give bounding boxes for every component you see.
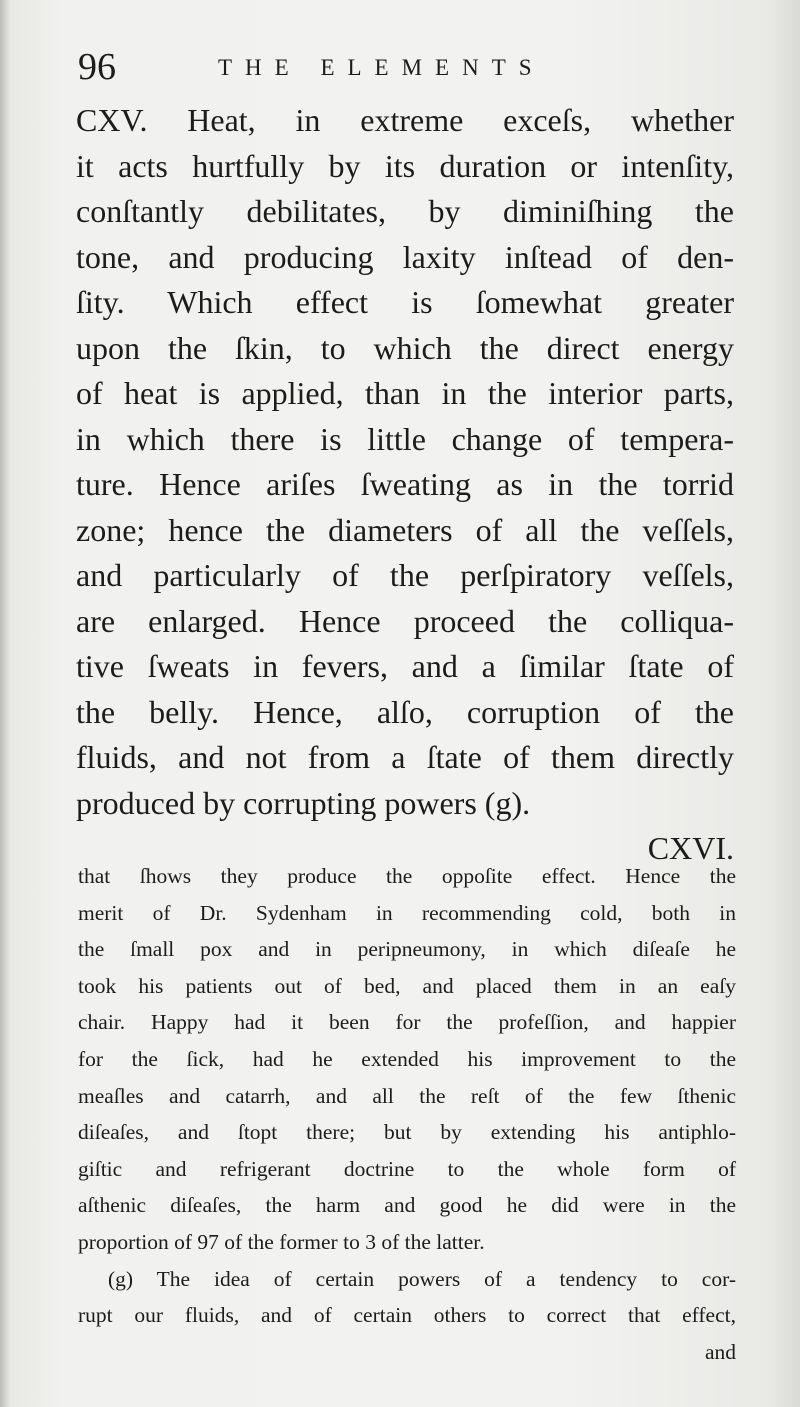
note-line: proportion of 97 of the former to 3 of the latter. [78, 1229, 485, 1254]
text-line: produced by corrupting powers (g). [76, 784, 531, 821]
page-number: 96 [78, 46, 116, 88]
text-line: the belly. Hence, alſo, corruption of the [76, 693, 734, 730]
text-line: it acts hurtfully by its duration or intenſity, [76, 147, 734, 184]
note-line: chair. Happy had it been for the profeſſion, and happier [78, 1010, 736, 1035]
note-line: merit of Dr. Sydenham in recommending cold, both in [78, 900, 736, 925]
text-line: tive ſweats in fevers, and a ſimilar ſtate of [76, 648, 734, 684]
note-line: that ſhows they produce the oppoſite effect. Hence the [78, 864, 736, 888]
text-line: upon the ſkin, to which the direct energy [76, 329, 734, 366]
text-line: and particularly of the perſpiratory veſſels, [76, 557, 734, 593]
spine-shadow [0, 0, 10, 1407]
note-line: the ſmall pox and in peripneumony, in which diſeaſe he [78, 937, 736, 962]
catchword: and [704, 1339, 736, 1364]
main-paragraph [76, 98, 734, 826]
running-head: THE ELEMENTS [218, 55, 545, 80]
footnote-line: rupt our fluids, and of certain others to correct that effect, [78, 1303, 736, 1328]
text-line: tone, and producing laxity inſtead of den- [76, 238, 734, 275]
text-line: of heat is applied, than in the interior parts, [76, 375, 734, 411]
text-line: conſtantly debilitates, by diminiſhing the [76, 193, 734, 229]
page-header [78, 42, 738, 92]
text-line: zone; hence the diameters of all the veſſels, [76, 511, 734, 548]
text-line: in which there is little change of tempera- [76, 420, 734, 457]
text-line: CXV. Heat, in extreme exceſs, whether [76, 102, 734, 138]
text-line: fluids, and not from a ſtate of them directly [76, 739, 734, 775]
note-line: meaſles and catarrh, and all the reſt of the few ſthenic [78, 1083, 736, 1108]
note-line: giſtic and refrigerant doctrine to the whole form of [78, 1156, 736, 1181]
text-line: ſity. Which effect is ſomewhat greater [76, 284, 734, 320]
notes-block [78, 858, 736, 1370]
text-line: ture. Hence ariſes ſweating as in the torrid [76, 466, 734, 502]
note-line: for the ſick, had he extended his improvement to the [78, 1046, 736, 1071]
text-line: are enlarged. Hence proceed the colliqua- [76, 602, 734, 639]
note-line: diſeaſes, and ſtopt there; but by extending his antiphlo- [78, 1120, 736, 1145]
next-section-catchword: CXVI. [647, 830, 734, 866]
note-line: aſthenic diſeaſes, the harm and good he did were in the [78, 1193, 736, 1218]
note-line: took his patients out of bed, and placed them in an eaſy [78, 973, 736, 998]
footnote-line: (g) The idea of certain powers of a tendency to cor- [108, 1266, 736, 1291]
